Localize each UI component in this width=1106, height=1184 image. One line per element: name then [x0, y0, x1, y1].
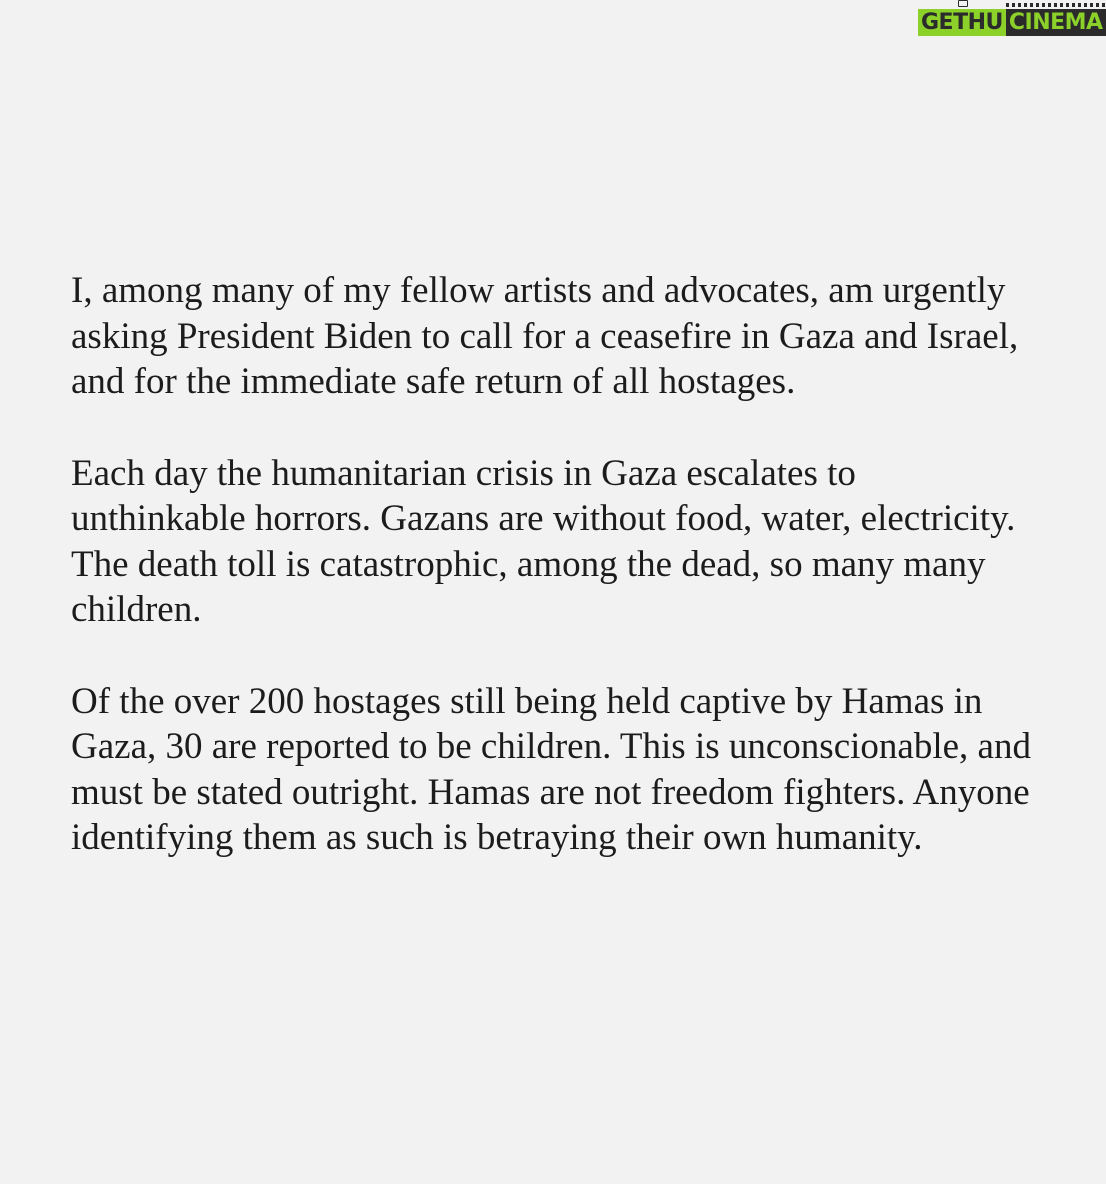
watermark-text-gethu: GETHU — [918, 9, 1006, 36]
statement-paragraph-2: Each day the humanitarian crisis in Gaza escalates to unthinkable horrors. Gazans are without food, water, electricity. The death toll is catastrophic, among the dead, so many many children. — [71, 452, 1016, 630]
statement-paragraph-3: Of the over 200 hostages still being held captive by Hamas in Gaza, 30 are reported to be children. This is unconscionable, and must be stated outright. Hamas are not freedom fighters. Anyone identifying them as such is betraying their own humanity. — [71, 680, 1031, 858]
statement-paragraph-1: I, among many of my fellow artists and advocates, am urgently asking President Biden to call for a ceasefire in Gaza and Israel, and for the immediate safe return of all hostages. — [71, 270, 1019, 402]
statement-text — [71, 268, 1031, 907]
camera-film-icon — [958, 0, 968, 7]
watermark-logo — [918, 6, 1106, 38]
watermark-text-cinema — [1006, 9, 1106, 36]
watermark-text-cinema-label: CINEMA — [1008, 9, 1103, 35]
film-strip-icon — [1006, 3, 1106, 7]
